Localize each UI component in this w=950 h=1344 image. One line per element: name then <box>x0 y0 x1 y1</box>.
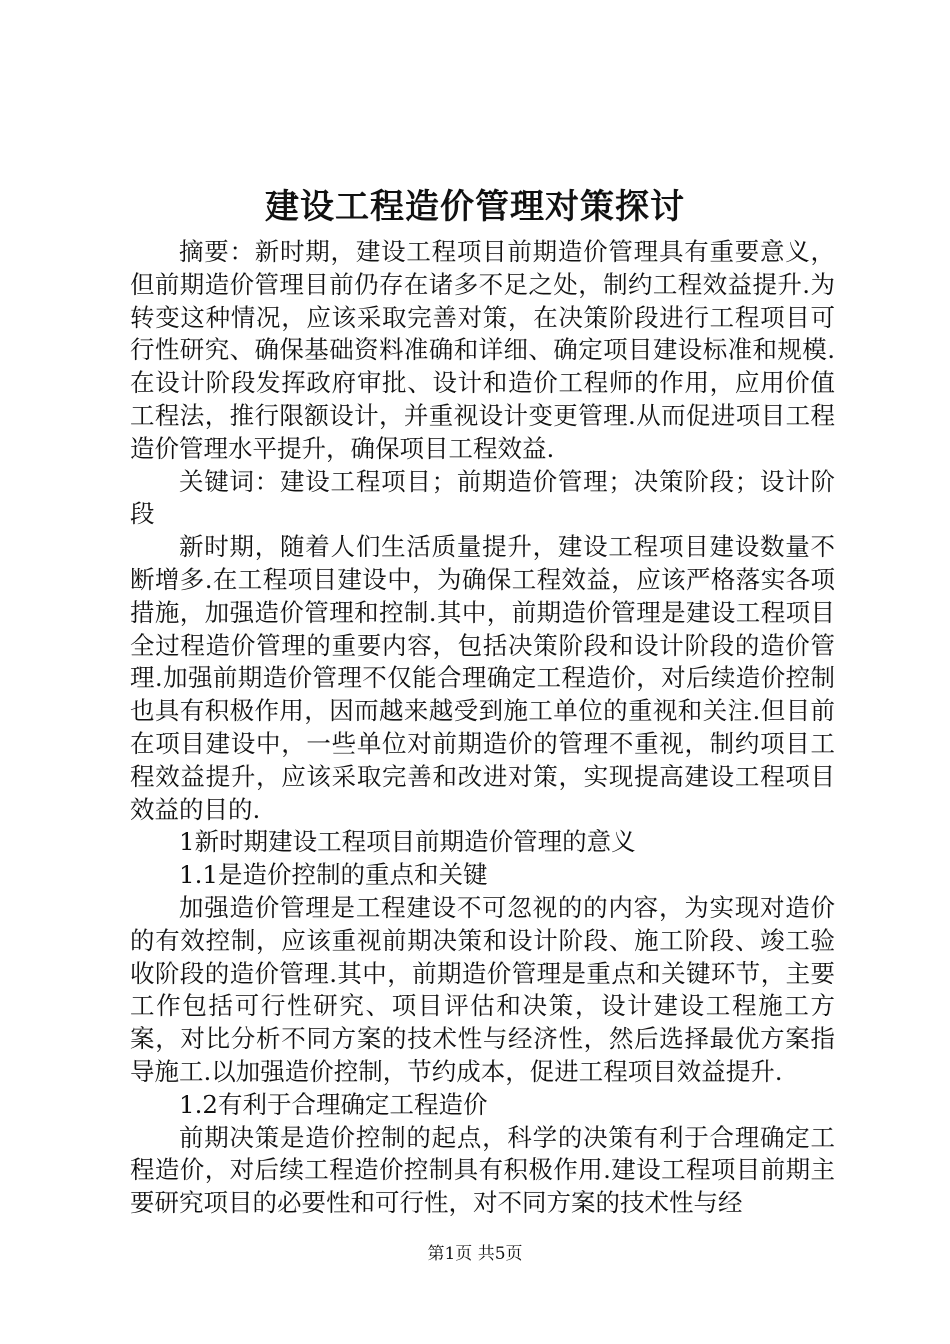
page-footer: 第1页 共5页 <box>427 1244 523 1264</box>
document-body <box>130 236 835 1220</box>
document-title: 建设工程造价管理对策探讨 <box>265 187 685 227</box>
section-heading-1: 1新时期建设工程项目前期造价管理的意义 <box>179 827 636 857</box>
subsection-heading-1-2: 1.2有利于合理确定工程造价 <box>179 1089 488 1119</box>
keywords-paragraph: 关键词：建设工程项目；前期造价管理；决策阶段；设计阶段 <box>130 466 835 529</box>
body-paragraph: 加强造价管理是工程建设不可忽视的的内容，为实现对造价的有效控制，应该重视前期决策和设计阶段、施工阶段、竣工验收阶段的造价管理.其中，前期造价管理是重点和关键环节，主要工作包括可行性研究、项目评估和决策，设计建设工程施工方案，对比分析不同方案的技术性与经济性，然后选择最优方案指导施工.以加强造价控制，节约成本，促进工程项目效益提升. <box>130 892 835 1086</box>
body-paragraph: 前期决策是造价控制的起点，科学的决策有利于合理确定工程造价，对后续工程造价控制具有积极作用.建设工程项目前期主要研究项目的必要性和可行性，对不同方案的技术性与经 <box>130 1122 835 1218</box>
abstract-paragraph: 摘要：新时期，建设工程项目前期造价管理具有重要意义，但前期造价管理目前仍存在诸多不足之处，制约工程效益提升.为转变这种情况，应该采取完善对策，在决策阶段进行工程项目可行性研究、确保基础资料准确和详细、确定项目建设标准和规模.在设计阶段发挥政府审批、设计和造价工程师的作用，应用价值工程法，推行限额设计，并重视设计变更管理.从而促进项目工程造价管理水平提升，确保项目工程效益. <box>130 237 835 463</box>
subsection-heading-1-1: 1.1是造价控制的重点和关键 <box>179 860 488 890</box>
intro-paragraph: 新时期，随着人们生活质量提升，建设工程项目建设数量不断增多.在工程项目建设中，为确保工程效益，应该严格落实各项措施，加强造价管理和控制.其中，前期造价管理是建设工程项目全过程造价管理的重要内容，包括决策阶段和设计阶段的造价管理.加强前期造价管理不仅能合理确定工程造价，对后续造价控制也具有积极作用，因而越来越受到施工单位的重视和关注.但目前在项目建设中，一些单位对前期造价的管理不重视，制约项目工程效益提升，应该采取完善和改进对策，实现提高建设工程项目效益的目的. <box>130 532 835 824</box>
